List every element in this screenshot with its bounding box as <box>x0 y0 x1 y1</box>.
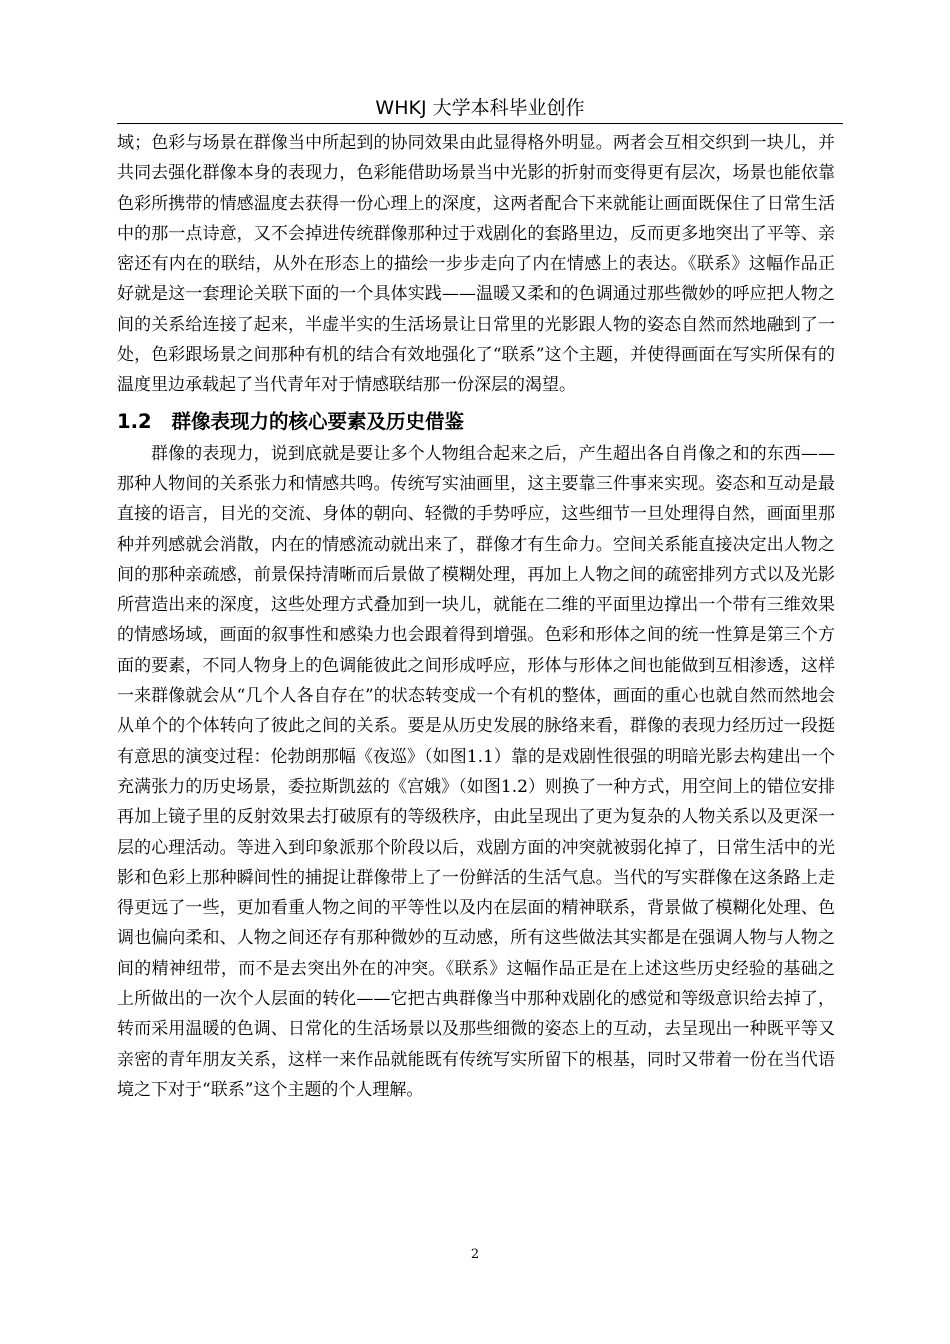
document-body <box>117 128 835 1105</box>
header-divider <box>117 123 843 124</box>
page-number: 2 <box>470 1247 480 1262</box>
page-header-title: WHKJ 大学本科毕业创作 <box>375 97 585 119</box>
section-number: 1.2 <box>117 409 152 433</box>
section-heading <box>117 407 835 437</box>
body-paragraph: 域；色彩与场景在群像当中所起到的协同效果由此显得格外明显。两者会互相交织到一块儿，并共同去强化群像本身的表现力，色彩能借助场景当中光影的折射而变得更有层次，场景也能依靠色彩所携带的情感温度去获得一份心理上的深度，这两者配合下来就能让画面既保住了日常生活中的那一点诗意，又不会掉进传统群像那种过于戏剧化的套路里边，反而更多地突出了平等、亲密还有内在的联结，从外在形态上的描绘一步步走向了内在情感上的表达。《联系》这幅作品正好就是这一套理论关联下面的一个具体实践——温暖又柔和的色调通过那些微妙的呼应把人物之间的关系给连接了起来，半虚半实的生活场景让日常里的光影跟人物的姿态自然而然地融到了一处，色彩跟场景之间那种有机的结合有效地强化了“联系”这个主题，并使得画面在写实所保有的温度里边承载起了当代青年对于情感联结那一份深层的渴望。 <box>117 133 835 396</box>
section-title: 群像表现力的核心要素及历史借鉴 <box>171 409 465 433</box>
body-paragraph: 群像的表现力，说到底就是要让多个人物组合起来之后，产生超出各自肖像之和的东西——那种人物间的关系张力和情感共鸣。传统写实油画里，这主要靠三件事来实现。姿态和互动是最直接的语言，目光的交流、身体的朝向、轻微的手势呼应，这些细节一旦处理得自然，画面里那种并列感就会消散，内在的情感流动就出来了，群像才有生命力。空间关系能直接决定出人物之间的那种亲疏感，前景保持清晰而后景做了模糊处理，再加上人物之间的疏密排列方式以及光影所营造出来的深度，这些处理方式叠加到一块儿，就能在二维的平面里边撑出一个带有三维效果的情感场域，画面的叙事性和感染力也会跟着得到增强。色彩和形体之间的统一性算是第三个方面的要素，不同人物身上的色调能彼此之间形成呼应，形体与形体之间也能做到互相渗透，这样一来群像就会从“几个人各自存在”的状态转变成一个有机的整体，画面的重心也就自然而然地会从单个的个体转向了彼此之间的关系。要是从历史发展的脉络来看，群像的表现力经历过一段挺有意思的演变过程：伦勃朗那幅《夜巡》（如图1.1）靠的是戏剧性很强的明暗光影去构建出一个充满张力的历史场景，委拉斯凯兹的《宫娥》（如图1.2）则换了一种方式，用空间上的错位安排再加上镜子里的反射效果去打破原有的等级秩序，由此呈现出了更为复杂的人物关系以及更深一层的心理活动。等进入到印象派那个阶段以后，戏剧方面的冲突就被弱化掉了，日常生活中的光影和色彩上那种瞬间性的捕捉让群像带上了一份鲜活的生活气息。当代的写实群像在这条路上走得更远了一些，更加看重人物之间的平等性以及内在层面的精神联系，背景做了模糊化处理、色调也偏向柔和、人物之间还存有那种微妙的互动感，所有这些做法其实都是在强调人物与人物之间的精神纽带，而不是去突出外在的冲突。《联系》这幅作品正是在上述这些历史经验的基础之上所做出的一次个人层面的转化——它把古典群像当中那种戏剧化的感觉和等级意识给去掉了，转而采用温暖的色调、日常化的生活场景以及那些细微的姿态上的互动，去呈现出一种既平等又亲密的青年朋友关系，这样一来作品就能既有传统写实所留下的根基，同时又带着一份在当代语境之下对于“联系”这个主题的个人理解。 <box>117 443 835 1100</box>
